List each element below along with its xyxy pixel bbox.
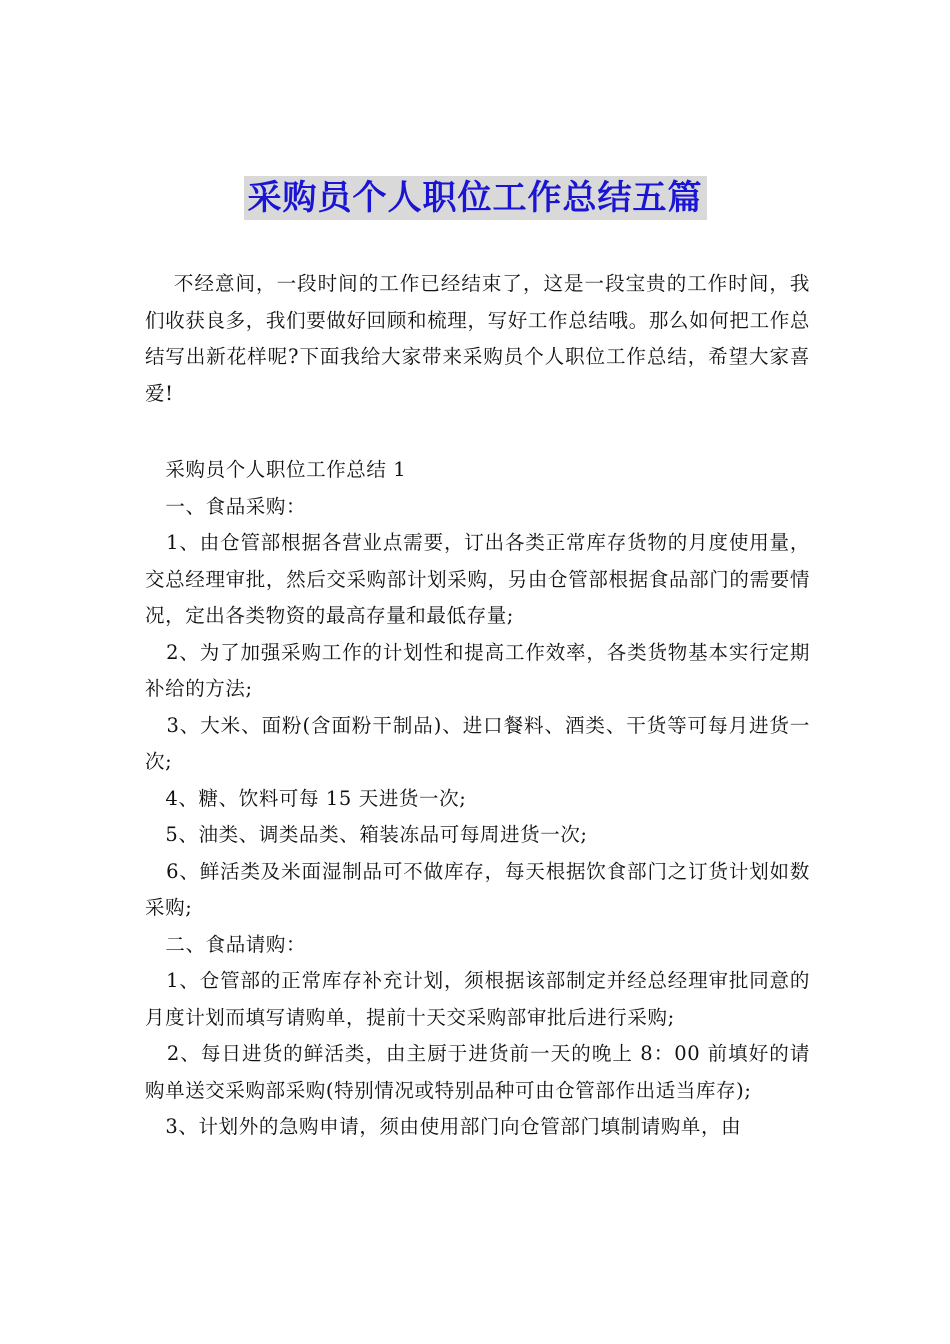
section-heading: 采购员个人职位工作总结 1 bbox=[145, 458, 407, 481]
section-body bbox=[145, 452, 810, 1146]
document-title: 采购员个人职位工作总结五篇 bbox=[244, 176, 707, 220]
list-item: 1、由仓管部根据各营业点需要，订出各类正常库存货物的月度使用量，交总经理审批，然后交采购部计划采购，另由仓管部根据食品部门的需要情况，定出各类物资的最高存量和最低存量; bbox=[145, 531, 810, 627]
title-block bbox=[0, 176, 950, 220]
list-item: 5、油类、调类品类、箱装冻品可每周进货一次; bbox=[145, 823, 588, 846]
list-item: 6、鲜活类及米面湿制品可不做库存，每天根据饮食部门之订货计划如数采购; bbox=[145, 859, 810, 919]
intro-block bbox=[145, 266, 810, 412]
subsection-heading: 一、食品采购： bbox=[145, 494, 307, 518]
list-item: 3、大米、面粉(含面粉干制品)、进口餐料、酒类、干货等可每月进货一次; bbox=[145, 713, 810, 773]
list-item: 1、仓管部的正常库存补充计划，须根据该部制定并经总经理审批同意的月度计划而填写请购单，提前十天交采购部审批后进行采购; bbox=[145, 969, 810, 1029]
intro-paragraph: 不经意间，一段时间的工作已经结束了，这是一段宝贵的工作时间，我们收获良多，我们要做好回顾和梳理，写好工作总结哦。那么如何把工作总结写出新花样呢?下面我给大家带来采购员个人职位工作总结，希望大家喜爱! bbox=[145, 272, 810, 405]
list-item: 2、每日进货的鲜活类，由主厨于进货前一天的晚上 8：00 前填好的请购单送交采购部采购(特别情况或特别品种可由仓管部作出适当库存); bbox=[145, 1042, 810, 1102]
list-item: 2、为了加强采购工作的计划性和提高工作效率，各类货物基本实行定期补给的方法; bbox=[145, 640, 810, 700]
subsection-heading: 二、食品请购： bbox=[145, 932, 307, 956]
list-item: 3、计划外的急购申请，须由使用部门向仓管部门填制请购单，由 bbox=[145, 1115, 742, 1138]
list-item: 4、糖、饮料可每 15 天进货一次; bbox=[145, 786, 467, 810]
